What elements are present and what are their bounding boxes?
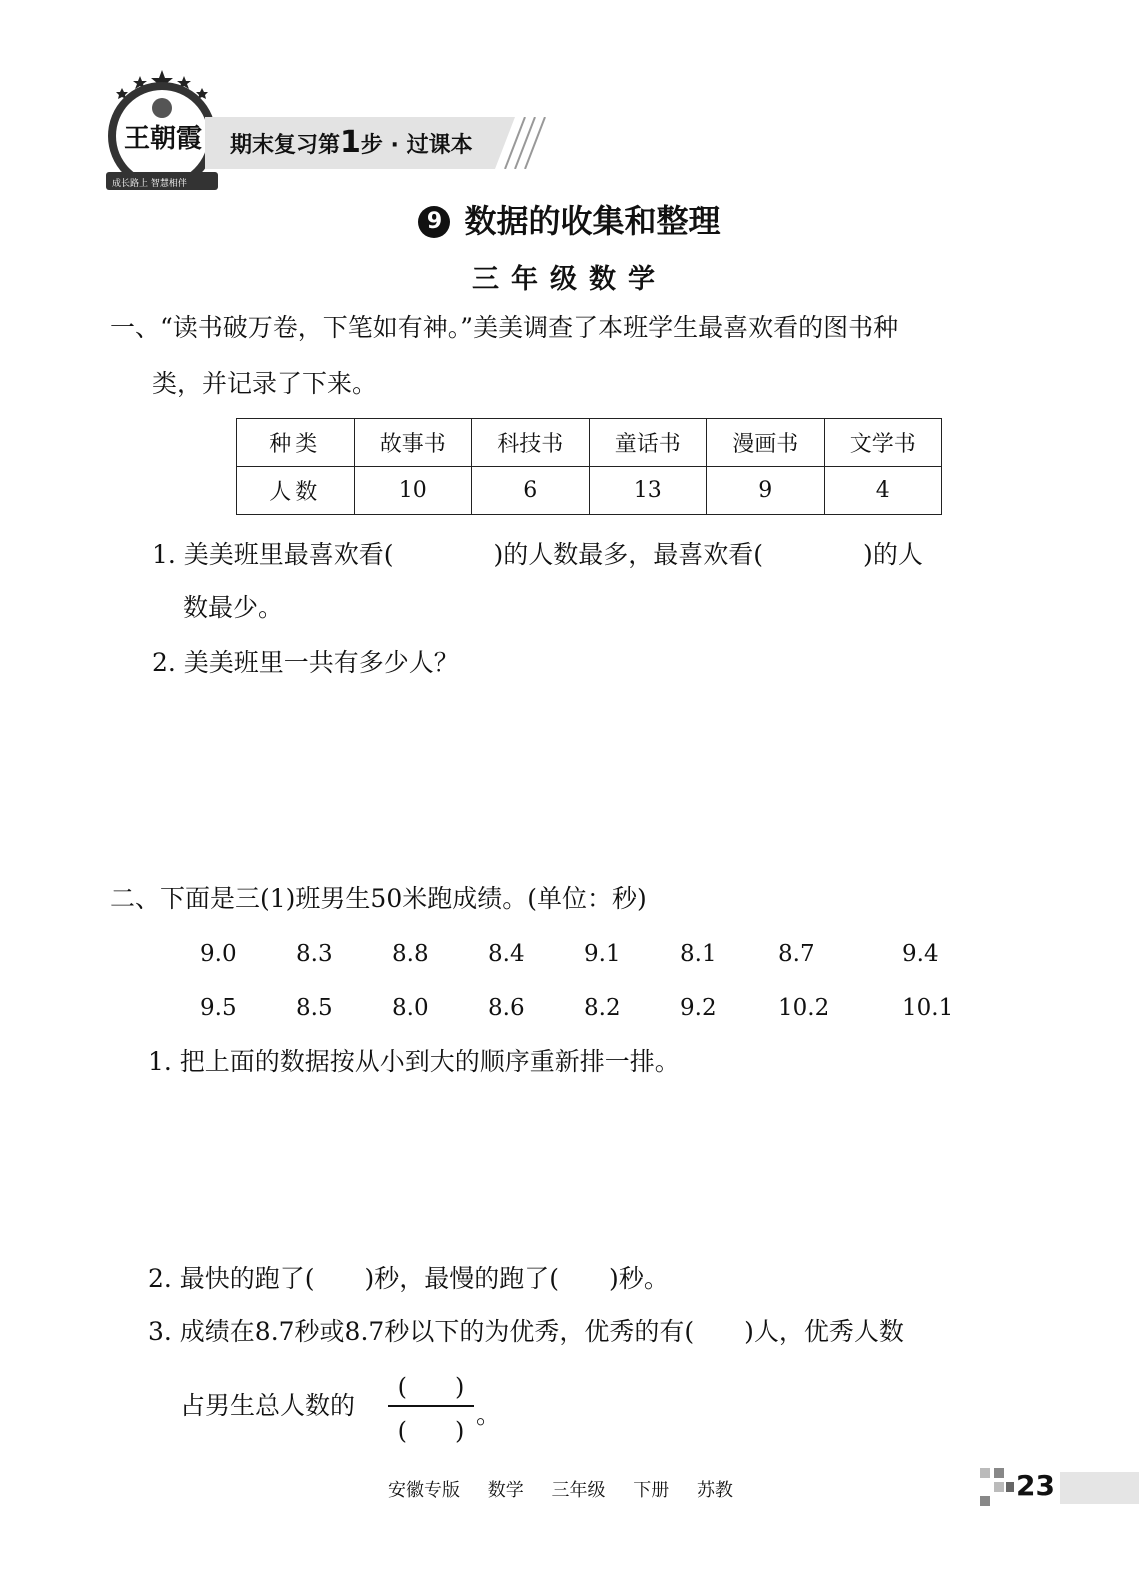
page-subtitle: 三年级数学 (472, 264, 667, 295)
chapter-number: 9 (418, 206, 450, 238)
table-cell: 故事书 (354, 419, 472, 467)
time-value: 9.4 (902, 941, 939, 967)
fraction-numerator: ( ) (397, 1373, 465, 1401)
time-value: 10.1 (902, 995, 954, 1021)
fraction-answer (386, 1367, 476, 1445)
table-cell: 6 (472, 467, 590, 515)
q2-sub2: 2. 最快的跑了( )秒，最慢的跑了( )秒。 (148, 1264, 669, 1293)
table-cell: 文学书 (824, 419, 942, 467)
time-value: 9.5 (200, 995, 237, 1021)
chapter-title (0, 196, 1139, 242)
fraction-period: 。 (476, 1400, 502, 1429)
time-value: 8.8 (392, 941, 429, 967)
q1-stem-line1: 一、“读书破万卷，下笔如有神。”美美调查了本班学生最喜欢看的图书种 (110, 313, 899, 342)
q1-sub2: 2. 美美班里一共有多少人？ (152, 648, 459, 677)
time-value: 8.5 (296, 995, 333, 1021)
footer-item: 苏教 (696, 1480, 733, 1501)
time-value: 8.6 (488, 995, 525, 1021)
times-row-2 (0, 995, 1139, 1025)
footer-info (388, 1476, 755, 1502)
logo-slogan: 成长路上 智慧相伴 (112, 179, 187, 189)
footer-item: 安徽专版 (388, 1480, 460, 1501)
table-header-cell: 种类 (237, 419, 355, 467)
q2-stem: 二、下面是三(1)班男生50米跑成绩。(单位：秒) (110, 884, 647, 913)
table-cell: 4 (824, 467, 942, 515)
table-cell: 童话书 (589, 419, 707, 467)
header-prefix: 期末复习第 (230, 133, 341, 158)
time-value: 8.2 (584, 995, 621, 1021)
header-suffix: 步 · 过课本 (360, 133, 473, 158)
logo-text: 王朝霞 (124, 124, 203, 154)
time-value: 8.0 (392, 995, 429, 1021)
time-value: 8.4 (488, 941, 525, 967)
time-value: 9.2 (680, 995, 717, 1021)
footer-item: 三年级 (551, 1480, 606, 1501)
table-cell: 科技书 (472, 419, 590, 467)
q2-sub3-line1: 3. 成绩在8.7秒或8.7秒以下的为优秀，优秀的有( )人，优秀人数 (148, 1317, 904, 1346)
table-cell: 漫画书 (707, 419, 825, 467)
footer-item: 数学 (487, 1480, 524, 1501)
q1-sub1-line2: 数最少。 (183, 593, 284, 622)
footer-item: 下册 (633, 1480, 670, 1501)
chapter-title-text: 数据的收集和整理 (464, 202, 721, 240)
time-value: 8.7 (778, 941, 815, 967)
table-header-cell: 人数 (237, 467, 355, 515)
table-cell: 10 (354, 467, 472, 515)
table-cell: 13 (589, 467, 707, 515)
time-value: 9.1 (584, 941, 621, 967)
page-number-band (1060, 1472, 1139, 1504)
time-value: 9.0 (200, 941, 237, 967)
time-value: 8.1 (680, 941, 717, 967)
book-survey-table (236, 418, 942, 515)
fraction-denominator: ( ) (397, 1417, 465, 1445)
time-value: 10.2 (778, 995, 830, 1021)
table-row (237, 467, 942, 515)
page-number: 23 (1016, 1469, 1055, 1502)
fraction-bar (388, 1405, 474, 1407)
footer-squares-decoration (980, 1468, 1016, 1508)
table-cell: 9 (707, 467, 825, 515)
q1-sub1-line1: 1. 美美班里最喜欢看( )的人数最多，最喜欢看( )的人 (152, 540, 923, 569)
q2-sub1: 1. 把上面的数据按从小到大的顺序重新排一排。 (148, 1047, 680, 1076)
header-step: 1 (340, 125, 361, 160)
q2-sub3-line2: 占男生总人数的 (180, 1391, 356, 1420)
q1-stem-line2: 类，并记录了下来。 (152, 369, 378, 398)
section-header (230, 125, 473, 160)
time-value: 8.3 (296, 941, 333, 967)
times-row-1 (0, 941, 1139, 971)
table-row (237, 419, 942, 467)
